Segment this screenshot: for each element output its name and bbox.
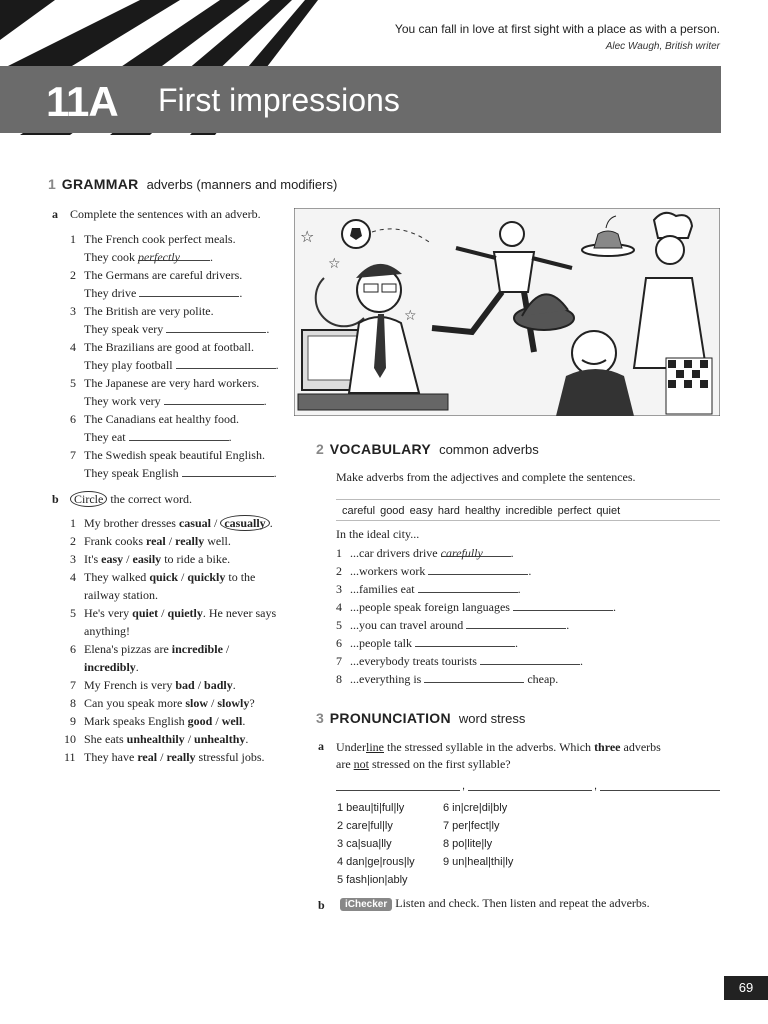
pronunciation-heading (316, 710, 525, 726)
list-item: 7 My French is very bad / badly. (70, 678, 236, 692)
list-item: 10 She eats unhealthily / unhealthy. (64, 732, 249, 746)
option-2-circled[interactable]: casually (220, 515, 269, 531)
answer-blank[interactable] (480, 652, 580, 665)
word-item: 8 po|lite|ly (443, 838, 493, 850)
handwritten-answer: perfectly (137, 250, 180, 264)
pronunciation-number: 3 (316, 710, 324, 726)
option-2[interactable]: quickly (187, 570, 226, 584)
list-item: 2 ...workers work . (336, 564, 532, 578)
word-item: 4 dan|ge|rous|ly (337, 856, 415, 868)
list-item: 6 Elena's pizzas are incredible / (70, 642, 230, 656)
list-item: 1 The French cook perfect meals. (70, 232, 236, 246)
grammar-a-list (70, 230, 295, 482)
list-item: 4 They walked quick / quickly to the (70, 570, 256, 584)
chef-hat-icon (654, 213, 692, 238)
vocabulary-instruction: Make adverbs from the adjectives and complete the sentences. (336, 470, 636, 484)
pronunciation-a-letter: a (318, 739, 324, 753)
epigraph-quote: You can fall in love at first sight with a place as with a person. (394, 22, 720, 36)
svg-text:☆: ☆ (328, 256, 341, 272)
option-2[interactable]: badly (204, 678, 233, 692)
answer-blank[interactable] (139, 284, 239, 297)
list-item: 1 ...car drivers drive carefully . (336, 546, 514, 560)
option-1[interactable]: incredible (171, 642, 223, 656)
option-2[interactable]: well (221, 714, 243, 728)
list-item: They play football . (84, 358, 279, 372)
answer-blank[interactable] (428, 562, 528, 575)
list-item: They cook perfectly . (84, 250, 213, 264)
vocabulary-number: 2 (316, 441, 324, 457)
option-1[interactable]: slow (185, 696, 208, 710)
list-item: 5 ...you can travel around . (336, 618, 570, 632)
svg-text:☆: ☆ (300, 227, 315, 246)
epigraph (395, 22, 720, 52)
answer-blank[interactable] (466, 616, 566, 629)
list-item: 2 Frank cooks real / really well. (70, 534, 231, 548)
ichecker-audio-badge[interactable]: iChecker (340, 898, 392, 911)
answer-blank[interactable] (182, 464, 274, 477)
option-1[interactable]: quick (149, 570, 178, 584)
vocabulary-subtitle: common adverbs (439, 442, 539, 457)
option-2[interactable]: incredibly (84, 660, 136, 674)
answer-blank[interactable] (513, 598, 613, 611)
pronunciation-subtitle: word stress (458, 711, 526, 726)
pronunciation-b-letter: b (318, 898, 325, 912)
list-item: They speak very . (84, 322, 270, 336)
option-2[interactable]: really (166, 750, 196, 764)
grammar-subtitle: adverbs (manners and modifiers) (146, 177, 338, 192)
list-item: 5 The Japanese are very hard workers. (70, 376, 260, 390)
list-item: 2 The Germans are careful drivers. (70, 268, 243, 282)
answer-line-1[interactable] (336, 790, 460, 791)
list-item: 3 ...families eat . (336, 582, 521, 596)
option-1[interactable]: good (187, 714, 213, 728)
option-2[interactable]: slowly (217, 696, 250, 710)
answer-blank[interactable] (176, 356, 276, 369)
list-item: 11 They have real / really stressful jobs. (64, 750, 265, 764)
answer-blank[interactable] (440, 544, 511, 560)
word-item: 1 beau|ti|ful|ly (337, 802, 405, 814)
word-box: careful good easy hard healthy incredible perfect quiet (336, 499, 720, 521)
list-item: 9 Mark speaks English good / well. (70, 714, 246, 728)
list-item: 7 The Swedish speak beautiful English. (70, 448, 265, 462)
page-title: First impressions (158, 82, 400, 118)
option-1[interactable]: easy (101, 552, 124, 566)
answer-blank[interactable] (415, 634, 515, 647)
answer-blank[interactable] (166, 320, 266, 333)
vocabulary-title: VOCABULARY (329, 441, 432, 457)
grammar-title: GRAMMAR (61, 176, 139, 192)
cartoon-illustration (294, 208, 720, 416)
list-item: 1 My brother dresses casual / casually . (70, 516, 273, 530)
list-item: 7 ...everybody treats tourists . (336, 654, 583, 668)
list-item: 4 ...people speak foreign languages . (336, 600, 616, 614)
grammar-b-letter: b (52, 492, 59, 506)
option-1[interactable]: casual (178, 516, 211, 530)
word-list-right (443, 799, 513, 871)
list-item: 8 Can you speak more slow / slowly? (70, 696, 255, 710)
answer-line-3[interactable] (600, 790, 720, 791)
list-item: They eat . (84, 430, 232, 444)
list-item: They work very . (84, 394, 267, 408)
answer-blank[interactable] (164, 392, 264, 405)
answer-blank[interactable] (424, 670, 524, 683)
option-1[interactable]: real (146, 534, 166, 548)
list-item: 5 He's very quiet / quietly. He never says (70, 606, 277, 620)
word-item: 3 ca|sua|lly (337, 838, 392, 850)
grammar-b-instruction: Circle the correct word. (70, 492, 192, 507)
list-item-continued: anything! (84, 624, 130, 638)
grammar-number: 1 (48, 176, 56, 192)
option-2[interactable]: unhealthy (194, 732, 246, 746)
page-number: 69 (724, 976, 768, 1000)
grammar-a-instruction: Complete the sentences with an adverb. (70, 207, 261, 221)
list-item: They speak English . (84, 466, 277, 480)
option-1[interactable]: quiet (132, 606, 159, 620)
list-item: 4 The Brazilians are good at football. (70, 340, 254, 354)
epigraph-author: Alec Waugh, British writer (605, 41, 720, 52)
list-item-continued: railway station. (84, 588, 158, 602)
word-item: 6 in|cre|di|bly (443, 802, 508, 814)
vocabulary-heading (316, 441, 539, 457)
list-item: 8 ...everything is cheap. (336, 672, 559, 686)
unit-code: 11A (46, 78, 118, 125)
answer-blank[interactable] (129, 428, 229, 441)
word-item: 2 care|ful|ly (337, 820, 393, 832)
option-1[interactable]: unhealthily (126, 732, 185, 746)
option-1[interactable]: real (137, 750, 158, 764)
svg-text:☆: ☆ (404, 308, 417, 324)
word-item: 7 per|fect|ly (443, 820, 500, 832)
word-list-left (337, 799, 415, 889)
grammar-heading (48, 176, 337, 192)
vocabulary-intro: In the ideal city... (336, 527, 420, 541)
vocabulary-list (336, 544, 720, 688)
word-item: 9 un|heal|thi|ly (443, 856, 514, 868)
list-item: 6 ...people talk . (336, 636, 518, 650)
pronunciation-a-instruction: Underline the stressed syllable in the adverbs. Which three adverbs are not stressed on the first syllable? (336, 740, 661, 771)
answer-line-2[interactable] (468, 790, 592, 791)
list-item: 3 It's easy / easily to ride a bike. (70, 552, 231, 566)
option-2[interactable]: really (175, 534, 205, 548)
word-item: 5 fash|ion|ably (337, 874, 408, 886)
option-1[interactable]: bad (175, 678, 195, 692)
grammar-b-list (64, 514, 295, 766)
list-item: They drive . (84, 286, 243, 300)
pronunciation-b-instruction: iChecker Listen and check. Then listen and repeat the adverbs. (340, 896, 650, 911)
list-item: 6 The Canadians eat healthy food. (70, 412, 239, 426)
pronunciation-title: PRONUNCIATION (329, 710, 451, 726)
grammar-a-letter: a (52, 207, 58, 221)
list-item: 3 The British are very polite. (70, 304, 214, 318)
handwritten-answer: carefully (440, 546, 483, 560)
list-item-continued: incredibly. (84, 660, 139, 674)
option-2[interactable]: quietly (167, 606, 203, 620)
option-2[interactable]: easily (132, 552, 162, 566)
answer-blank[interactable] (418, 580, 518, 593)
